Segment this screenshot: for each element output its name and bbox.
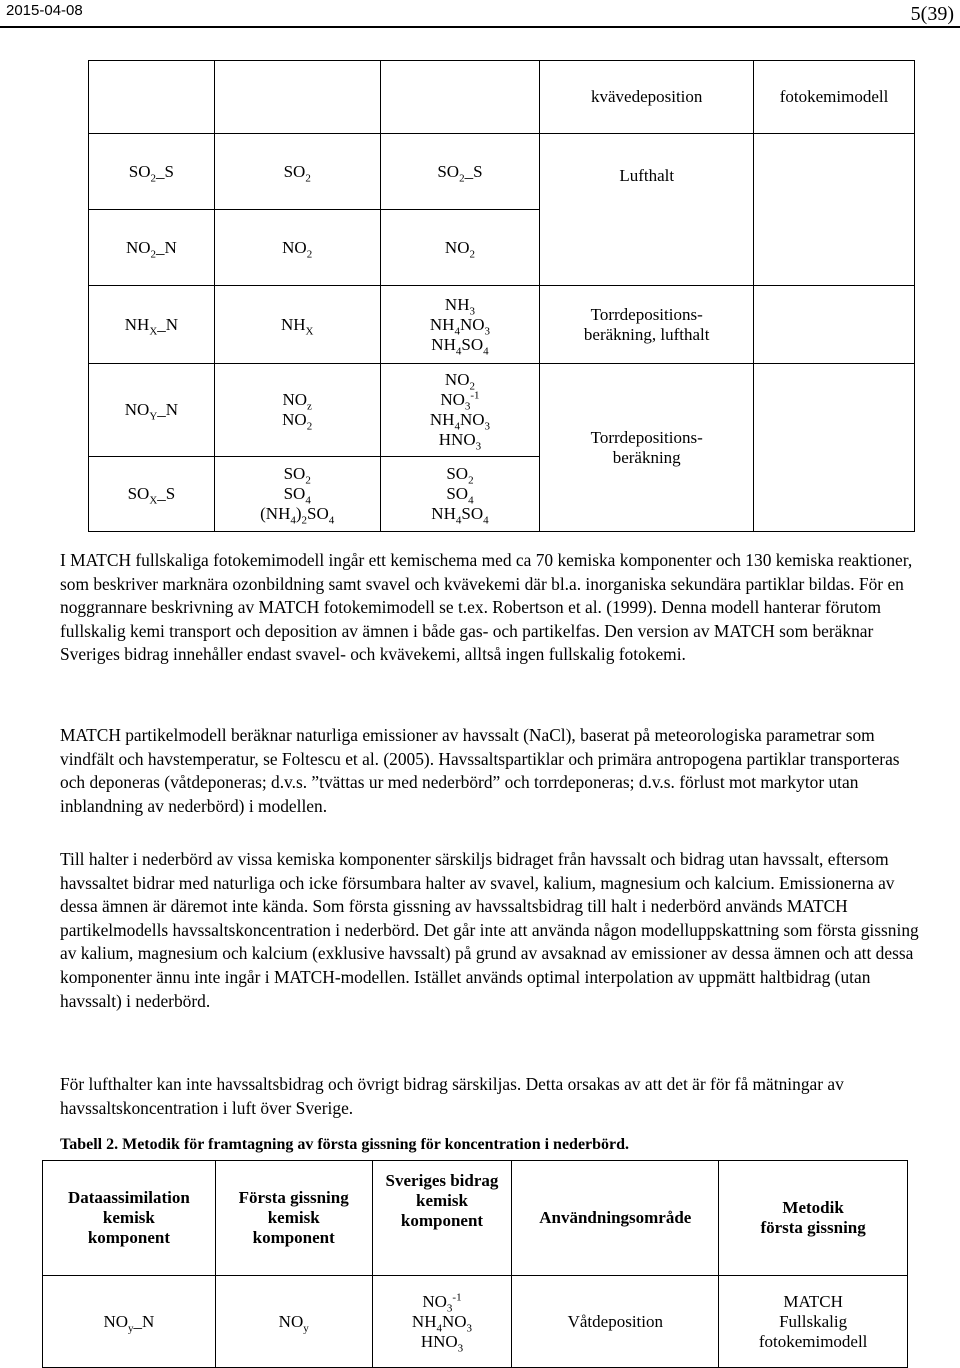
table-cell: $NO_3^{-1}$ $NH_4NO_3$ $HNO_3$ xyxy=(372,1276,512,1368)
table-row xyxy=(89,134,915,210)
table-cell: $NO_2$ xyxy=(214,210,380,286)
page-number: 5(39) xyxy=(910,3,954,25)
table-cell xyxy=(89,61,215,134)
table-row xyxy=(89,364,915,457)
column-header: Användningsområde xyxy=(512,1161,719,1276)
table-caption: Tabell 2. Metodik för framtagning av första gissning för koncentration i nederbörd. xyxy=(60,1136,630,1153)
table-cell: $NO_2$ $NO_3^{-1}$ $NH_4NO_3$ $HNO_3$ xyxy=(380,364,540,457)
table-cell: $NO_2$ xyxy=(380,210,540,286)
table-cell xyxy=(380,61,540,134)
table-cell: $SO_2$ $SO_4$ $(NH_4)_2SO_4$ xyxy=(214,457,380,532)
table-cell: Våtdeposition xyxy=(512,1276,719,1368)
table-cell: $SO_2\_S$ xyxy=(89,134,215,210)
table-cell: $NH_X\_N$ xyxy=(89,286,215,364)
paragraph-havssalt-nederbord: Till halter i nederbörd av vissa kemiska komponenter särskiljs bidraget från havssalt och bidrag utan havssalt, eftersom havssaltet bidrar med naturliga och icke försumbara halter av svavel, kalium, magnesium och kalcium. Emissionerna av dessa ämnen är däremot inte kända. Som första gissning av havssaltsbidrag till halt i nederbörd används MATCH partikelmodells havssaltskoncentration i nederbörd. Det går inte att använda någon modelluppskattning som första gissning av kalium, magnesium och kalcium (exklusive havssalt) på grund av avsaknad av emissioner av dessa ämnen och att dessa komponenter ännu inte ingår i MATCH-modellen. Istället används optimal interpolation av uppmätt haltbidrag (utan havssalt) i nederbörd. xyxy=(60,849,919,1011)
table-cell: Torrdepositions- beräkning xyxy=(540,364,754,532)
table-cell: $NO_y\_N$ xyxy=(43,1276,216,1368)
table-cell: fotokemimodell xyxy=(754,61,915,134)
header-date: 2015-04-08 xyxy=(6,2,83,19)
table-cell: $SO_2$ xyxy=(214,134,380,210)
table-cell: $NO_2\_N$ xyxy=(89,210,215,286)
table-cell: Torrdepositions- beräkning, lufthalt xyxy=(540,286,754,364)
table-cell: $NO_z$ $NO_2$ xyxy=(214,364,380,457)
table-row xyxy=(89,61,915,134)
table-cell: MATCH Fullskalig fotokemimodell xyxy=(719,1276,908,1368)
table-cell: $NO_y$ xyxy=(215,1276,372,1368)
table-header-row xyxy=(43,1161,908,1276)
method-table xyxy=(42,1160,908,1368)
header-rule xyxy=(0,26,960,28)
column-header: Sveriges bidrag kemisk komponent xyxy=(372,1161,512,1276)
table-cell xyxy=(754,134,915,286)
paragraph-match-fotokemi: I MATCH fullskaliga fotokemimodell ingår ett kemischema med ca 70 kemiska komponenter och 130 kemiska reaktioner, som beskriver marknära ozonbildning samt svavel och kvävekemi där bl.a. inorganiska sekundära partiklar bildas. För en noggrannare beskrivning av MATCH fotokemimodell se t.ex. Robertson et al. (1999). Denna modell hanterar förutom fullskalig kemi transport och deposition av ämnen i både gas- och partikelfas. Den version av MATCH som beräknar Sveriges bidrag innehåller endast svavel- och kvävekemi, alltså ingen fullskalig fotokemi. xyxy=(60,550,913,665)
paragraph-partikelmodell: MATCH partikelmodell beräknar naturliga emissioner av havssalt (NaCl), baserat på meteorologiska parametrar som vindfält och havstemperatur, se Foltescu et al. (2005). Havssaltspartiklar och primära antropogena partiklar transporteras och deponeras (våtdeponeras; d.v.s. ”tvättas ur med nederbörd” och torrdeponeras; d.v.s. förlust mot markytor utan inblandning av nederbörd) i modellen. xyxy=(60,725,900,816)
table-cell xyxy=(754,364,915,532)
chemistry-table xyxy=(88,60,915,532)
table-cell: $NO_Y\_N$ xyxy=(89,364,215,457)
table-cell xyxy=(754,286,915,364)
table-cell: $SO_X\_S$ xyxy=(89,457,215,532)
table-cell xyxy=(214,61,380,134)
column-header: Metodik första gissning xyxy=(719,1161,908,1276)
table-cell: $NH_3$ $NH_4NO_3$ $NH_4SO_4$ xyxy=(380,286,540,364)
table-row xyxy=(89,286,915,364)
table-row xyxy=(43,1276,908,1368)
column-header: Dataassimilation kemisk komponent xyxy=(43,1161,216,1276)
table-cell: Lufthalt xyxy=(540,134,754,286)
table-cell: $SO_2\_S$ xyxy=(380,134,540,210)
paragraph-lufthalter: För lufthalter kan inte havssaltsbidrag och övrigt bidrag särskiljas. Detta orsakas av att det är för få mätningar av havssaltskoncentration i luft över Sverige. xyxy=(60,1074,844,1118)
table-cell: $NH_X$ xyxy=(214,286,380,364)
column-header: Första gissning kemisk komponent xyxy=(215,1161,372,1276)
table-cell: $SO_2$ $SO_4$ $NH_4SO_4$ xyxy=(380,457,540,532)
table-cell: kvävedeposition xyxy=(540,61,754,134)
